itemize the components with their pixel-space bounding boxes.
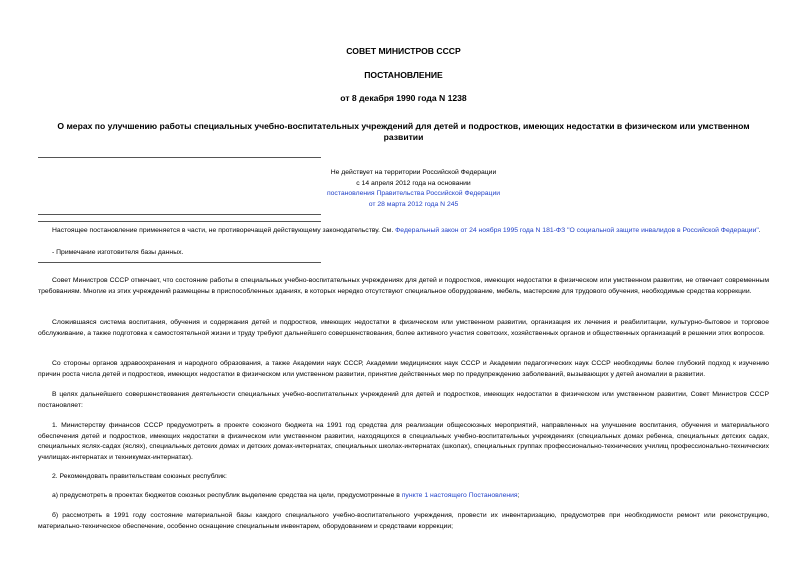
document-date-number: от 8 декабря 1990 года N 1238 — [340, 93, 467, 103]
editor-note-end: . — [758, 227, 761, 234]
status-note-line-2: с 14 апреля 2012 года на основании — [356, 179, 471, 187]
paragraph-7-text: а) предусмотреть в проектах бюджетов союзных республик выделение средства на цели, предусмотренные в — [52, 492, 402, 499]
editor-note — [38, 226, 769, 237]
paragraph-8: б) рассмотреть в 1991 году состояние материальной базы каждого специального учебно-воспитательного учреждения, провести их инвентаризацию, предусмотрев при необходимости ремонт или реконструкцию, материально-техническое обеспечение, особенно оснащение специальным инвентарем, оборудованием и средствами коррекции; — [38, 512, 769, 530]
document-title — [40, 121, 767, 143]
paragraph-5: 1. Министерству финансов СССР предусмотреть в проекте союзного бюджета на 1991 год средства для реализации общесоюзных мероприятий, направленных на улучшение воспитания, обучения и материального обеспечения детей и подростков, имеющих недостатки в физическом или умственном развитии, находящихся в специальных учебно-воспитательных учреждениях (специальных домах ребенка, специальных детских садах, специальных яслях-садах (яслях), специальных детских домах и детских домах-интернатах, специальных школах-интернатах (школах), специальных группах профессионально-технических училищ профессионально-технических училищах-интернатах и техникумах-интернатах). — [38, 422, 769, 462]
paragraph-7 — [38, 491, 769, 502]
divider — [38, 262, 321, 263]
status-note — [300, 168, 527, 210]
title-line-1: О мерах по улучшению работы специальных учебно-воспитательных учреждений для детей и подростков, имеющих недостатки в физическом или умственном — [57, 121, 750, 131]
clause-1-link[interactable]: пункте 1 настоящего Постановления — [401, 492, 518, 499]
paragraph-6: 2. Рекомендовать правительствам союзных республик: — [52, 473, 227, 480]
paragraph-3: Со стороны органов здравоохранения и народного образования, а также Академии наук СССР, Академии медицинских наук СССР и Академии педагогических наук СССР необходимы более глубокий подход к изучению причин роста числа детей и подростков, имеющих недостатки в физическом или умственном развитии, принятие действенных мер по предупреждению заболеваний, вызывающих у детей аномалии в развитии. — [38, 360, 769, 378]
paragraph-4: В целях дальнейшего совершенствования деятельности специальных учебно-воспитательных учреждений для детей и подростков, имеющих недостатки в физическом или умственном развитии, Совет Министров СССР постановляет: — [38, 391, 769, 409]
federal-law-link[interactable]: Федеральный закон от 24 ноября 1995 года N 181-ФЗ "О социальной защите инвалидов в Российской Федерации" — [395, 227, 759, 234]
status-note-line-1: Не действует на территории Российской Федерации — [330, 169, 497, 176]
issuing-authority: СОВЕТ МИНИСТРОВ СССР — [346, 46, 461, 56]
document-type: ПОСТАНОВЛЕНИЕ — [364, 70, 443, 80]
paragraph-7-end: ; — [517, 492, 520, 499]
paragraph-1: Совет Министров СССР отмечает, что состояние работы в специальных учебно-воспитательных учреждениях для детей и подростков, имеющих недостатки в физическом или умственном развитии, не отвечает современным требованиям. Многие из этих учреждений размещены в приспособленных зданиях, в которых нередко отсутствуют специальное оборудование, мебель, мастерские для трудового обучения, необходимые средства коррекции. — [38, 277, 769, 295]
title-line-2: развитии — [383, 132, 424, 142]
divider — [38, 157, 321, 158]
divider — [38, 214, 321, 215]
repeal-decree-date-link[interactable]: от 28 марта 2012 года N 245 — [368, 200, 459, 208]
editor-note-text: Настоящее постановление применяется в части, не противоречащей действующему законодательству. См. — [52, 227, 396, 234]
paragraph-2: Сложившаяся система воспитания, обучения и содержания детей и подростков, имеющих недостатки в физическом или умственном развитии, организация их лечения и реабилитации, культурно-бытовое и торговое обслуживание, а также подготовка к самостоятельной жизни и труду требуют дальнейшего совершенствования, более активного участия советских, хозяйственных органов и общественных организаций в решении этих вопросов. — [38, 319, 769, 337]
repeal-decree-link[interactable]: постановления Правительства Российской Федерации — [326, 190, 501, 198]
divider — [38, 221, 321, 222]
editor-note-remark: - Примечание изготовителя базы данных. — [52, 249, 184, 256]
